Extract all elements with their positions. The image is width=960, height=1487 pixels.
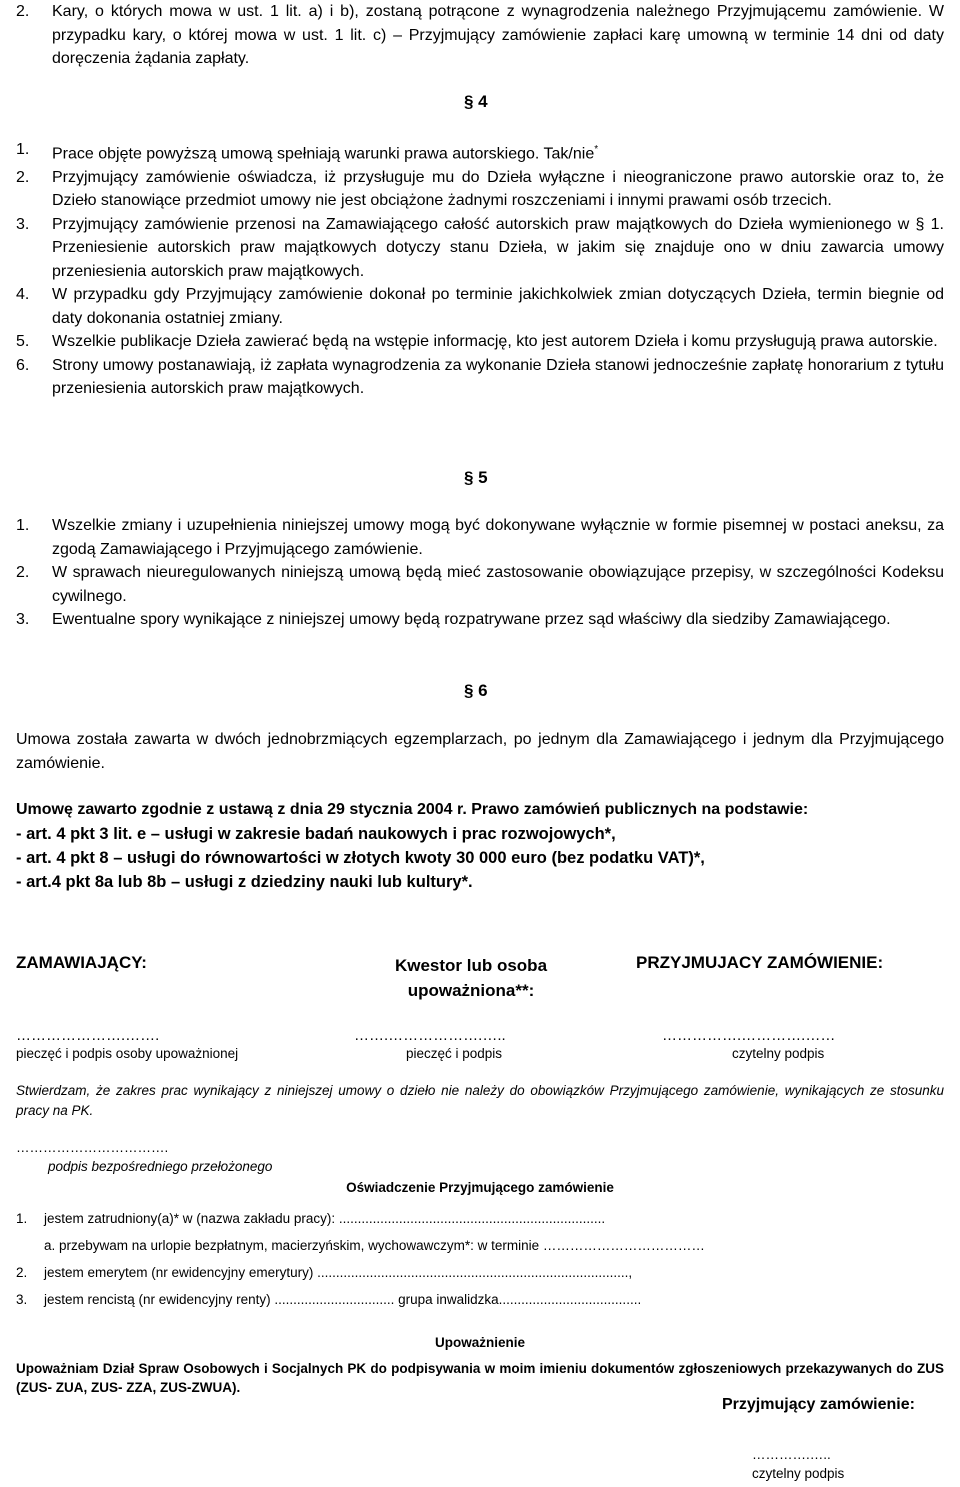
client-signature-line: ………………….……. [16,1027,160,1044]
item-number: 6. [16,356,30,374]
item-text: W przypadku gdy Przyjmujący zamówienie dokonał po terminie jakichkolwiek zmian dotyczących Dzieła, termin biegnie od daty dokonania ostatniej zmiany. [52,286,944,327]
treasurer-signature-caption: pieczęć i podpis [406,1046,503,1061]
footnote-mark: * [594,144,599,155]
item-number: 2. [16,3,30,20]
declaration-title: Oświadczenie Przyjmującego zamówienie [16,1180,944,1195]
item-number: 5. [16,333,30,351]
supervisor-signature-caption: podpis bezpośredniego przełożonego [48,1159,273,1174]
item-text: Ewentualne spory wynikające z niniejszej umowy będą rozpatrywane przez sąd właściwy dla siedziby Zamawiającego. [52,611,891,628]
client-signature-caption: pieczęć i podpis osoby upoważnionej [16,1046,239,1061]
item-text: Prace objęte powyższą umową spełniają warunki prawa autorskiego. Tak/nie [52,145,595,163]
section-5-heading: § 5 [464,468,488,487]
item-text: Strony umowy postanawiają, iż zapłata wynagrodzenia za wykonanie Dzieła stanowi jednocześnie zapłatę honorarium z tytułu przeniesienia autorskich praw majątkowych. [52,356,944,398]
contractor-signature-line: …………….………….…… [662,1027,836,1044]
authorization-signature-caption: czytelny podpis [752,1466,845,1481]
item-text: Wszelkie zmiany i uzupełnienia niniejszej umowy mogą być dokonywane wyłącznie w formie pisemnej w postaci aneksu, za zgodą Zamawiającego i Przyjmującego zamówienie. [52,517,944,558]
declaration-line [16,1292,944,1307]
list-item [16,138,944,166]
item-number: 4. [16,286,30,304]
item-number: 3. [16,215,30,233]
list-item [16,166,944,213]
list-item [16,354,944,401]
authorization-title: Upoważnienie [434,1335,525,1350]
authorization-text: Upoważniam Dział Spraw Osobowych i Socjalnych PK do podpisywania w moim imieniu dokumentów zgłoszeniowych przekazywanych do ZUS (ZUS- ZUA, ZUS- ZZA, ZUS-ZWUA). [16,1361,944,1395]
treasurer-title-line: upoważniona**: [407,981,535,1000]
item-text: Kary, o których mowa w ust. 1 lit. a) i b), zostaną potrącone z wynagrodzenia należnego Przyjmującemu zamówienie. W przypadku kary, o której mowa w ust. 1 lit. c) – Przyjmujący zamówienie zapłaci karę umowną w terminie 14 dni od daty doręczenia żądania zapłaty. [52,3,944,67]
authorization-signer: Przyjmujący zamówienie: [722,1396,915,1413]
declaration-line-text: a. przebywam na urlopie bezpłatnym, macierzyńskim, wychowawczym*: w terminie ……………………………… [44,1238,705,1253]
declaration-line-number: 1. [16,1211,28,1226]
section-6-text: Umowa została zawarta w dwóch jednobrzmiących egzemplarzach, po jednym dla Zamawiającego i jednym dla Przyjmującego zamówienie. [16,731,944,772]
supervisor-signature-line: ……………………………. [16,1140,169,1155]
section-6-heading: § 6 [464,681,488,700]
list-item [16,283,944,330]
item-number: 1. [16,141,30,158]
item-number: 1. [16,517,30,534]
treasurer-title-line: Kwestor lub osoba [394,956,548,975]
declaration-line-text: jestem rencistą (nr ewidencyjny renty) ................................ grupa inwalidzka...................................... [44,1292,642,1307]
legal-basis-line: - art.4 pkt 8a lub 8b – usługi z dziedziny nauki lub kultury*. [16,873,473,891]
treasurer-signature-title [378,953,564,1003]
legal-basis-intro: Umowę zawarto zgodnie z ustawą z dnia 29 stycznia 2004 r. Prawo zamówień publicznych na podstawie: [16,801,809,818]
list-item [16,608,944,632]
contractor-signature-caption: czytelny podpis [732,1046,825,1061]
declaration-line [16,1211,944,1226]
item-number: 2. [16,564,30,581]
list-item [16,514,944,561]
item-number: 3. [16,611,30,628]
contractor-declaration-box [16,1180,944,1307]
supervisor-confirmation: Stwierdzam, że zakres prac wynikający z niniejszej umowy o dzieło nie należy do obowiązków Przyjmującego zamówienie, wynikających ze stosunku pracy na PK. [16,1083,944,1118]
treasurer-signature-line: …….……………….….. [354,1027,506,1044]
item-text: Przyjmujący zamówienie przenosi na Zamawiającego całość autorskich praw majątkowych do Dzieła wymienionego w § 1. Przeniesienie autorskich praw majątkowych dotyczy stanu Dzieła, w jakim się znajduje ono w dniu zawarcia umowy przeniesienia autorskich praw majątkowych. [52,215,944,280]
declaration-line-text: jestem emerytem (nr ewidencyjny emerytury) ..................................................................................., [44,1265,633,1280]
list-item [16,0,944,71]
declaration-line-number: 2. [16,1265,28,1280]
item-text: Wszelkie publikacje Dzieła zawierać będą na wstępie informację, kto jest autorem Dzieła i komu przysługują prawa autorskie. [52,333,938,351]
section-4 [16,138,944,401]
item-text: W sprawach nieuregulowanych niniejszą umową będą mieć zastosowanie obowiązujące przepisy, w szczególności Kodeksu cywilnego. [52,564,944,605]
item-text: Przyjmujący zamówienie oświadcza, iż przysługuje mu do Dzieła wyłączne i nieograniczone prawo autorskie oraz to, że Dzieło stanowiące przedmiot umowy nie jest obciążone żadnymi roszczeniami i innymi prawami osób trzecich. [52,168,944,210]
legal-basis [16,798,944,894]
declaration-line [16,1265,944,1280]
contractor-signature-title: PRZYJMUJACY ZAMÓWIENIE: [636,953,884,972]
list-item [16,213,944,284]
client-signature-title: ZAMAWIAJĄCY: [16,953,147,972]
section-4-heading: § 4 [464,92,488,111]
section-5 [16,514,944,632]
intro-section [16,0,944,71]
list-item [16,561,944,608]
legal-basis-line: - art. 4 pkt 8 – usługi do równowartości w złotych kwoty 30 000 euro (bez podatku VAT)*, [16,849,705,867]
authorization-signature-line: ………….….. [752,1447,831,1462]
legal-basis-line: - art. 4 pkt 3 lit. e – usługi w zakresie badań naukowych i prac rozwojowych*, [16,825,616,843]
declaration-line-text: jestem zatrudniony(a)* w (nazwa zakładu pracy): ....................................................................... [44,1211,606,1226]
declaration-line-number: 3. [16,1292,28,1307]
list-item [16,330,944,354]
declaration-line [44,1238,944,1253]
item-number: 2. [16,168,30,186]
